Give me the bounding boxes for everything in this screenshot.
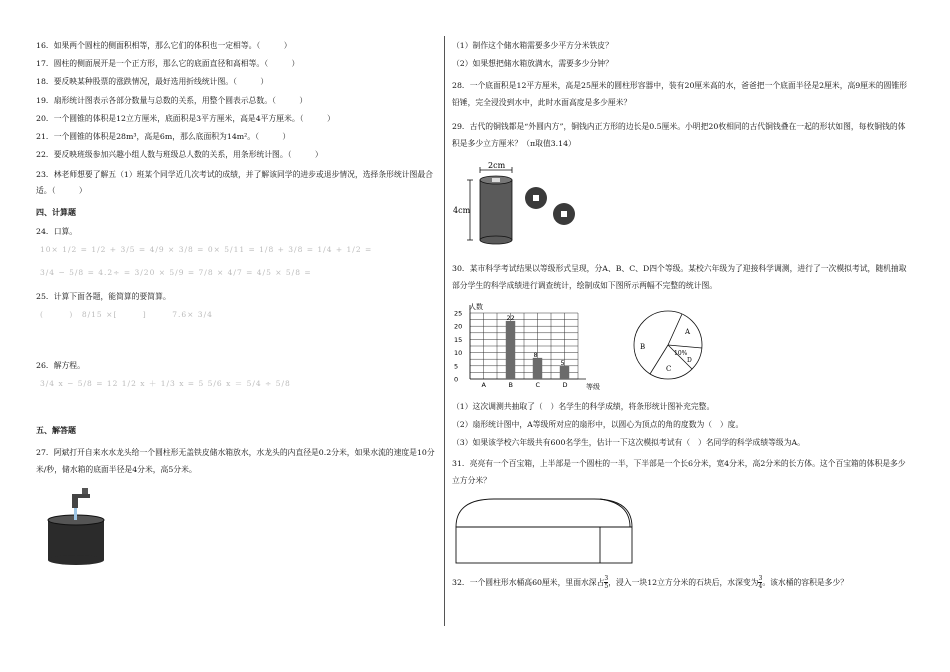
coin-hole-1 bbox=[533, 195, 539, 201]
coin-stack-body bbox=[480, 180, 512, 240]
question-27-part-1: （1）制作这个储水箱需要多少平方分米铁皮？ bbox=[452, 41, 613, 50]
coin-diameter-label: 2cm bbox=[488, 160, 506, 170]
question-16: 16．如果两个圆柱的侧面积相等，那么它们的体积也一定相等。（ ） bbox=[36, 41, 292, 50]
question-31: 31．亮亮有一个百宝箱，上半部是一个圆柱的一半，下半部是一个长6分米，宽4分米，高2分米的长方体。这个百宝箱的体积是多少立方分米？ bbox=[452, 459, 906, 486]
water-tank-figure bbox=[44, 486, 124, 566]
x-tick-label-d: D bbox=[562, 380, 568, 389]
box-lid-side bbox=[600, 499, 630, 527]
fraction-3-5-den: 5 bbox=[604, 583, 609, 590]
pie-label-b: B bbox=[640, 342, 646, 351]
y-tick-label: 5 bbox=[454, 362, 459, 371]
y-tick-label: 25 bbox=[454, 309, 463, 318]
fraction-3-4-num: 3 bbox=[758, 575, 763, 582]
question-32-text-a: 32．一个圆柱形水桶高60厘米，里面水深占 bbox=[452, 577, 605, 587]
q30-charts bbox=[452, 301, 912, 393]
pie-chart bbox=[630, 307, 706, 383]
coin-stack-figure bbox=[452, 160, 592, 250]
fraction-3-5-num: 3 bbox=[604, 575, 609, 582]
x-tick-label-a: A bbox=[481, 380, 486, 389]
question-30-part-2: （2）扇形统计图中，A等级所对应的扇形中，以圆心为顶点的角的度数为（ ）度。 bbox=[452, 419, 744, 429]
question-28: 28．一个底面积是12平方厘米，高是25厘米的圆柱形容器中，装有20厘米高的水，爸爸把一个底面半径是2厘米，高9厘米的圆锥形铅锤，完全浸没到水中，此时水面高度是多少厘米？ bbox=[452, 81, 908, 108]
question-18: 18．要反映某种股票的涨跌情况，最好选用折线统计图。（ ） bbox=[36, 77, 269, 87]
question-17: 17．圆柱的侧面展开是一个正方形，那么它的底面直径和高相等。（ ） bbox=[36, 59, 300, 69]
data-label-d: 5 bbox=[560, 358, 565, 367]
y-tick-label: 15 bbox=[454, 335, 463, 344]
right-column bbox=[452, 40, 912, 591]
question-30: 30．某市科学考试结果以等级形式呈现，分A、B、C、D四个等级。某校六年级为了迎接科学调测，进行了一次模拟考试，随机抽取部分学生的科学成绩进行调查统计，绘制成如下图所示两幅不完整的统计图。 bbox=[452, 263, 907, 290]
y-tick-label: 0 bbox=[454, 375, 459, 384]
bar-chart-x-label: 等级 bbox=[586, 382, 600, 391]
tank-bottom bbox=[48, 555, 104, 565]
bar-chart-x-ticks bbox=[482, 381, 568, 389]
pie-label-c: C bbox=[666, 364, 672, 373]
data-label-b: 22 bbox=[506, 313, 515, 322]
question-32 bbox=[452, 575, 912, 591]
question-30-part-1: （1）这次调测共抽取了（ ）名学生的科学成绩，将条形统计图补充完整。 bbox=[452, 401, 715, 411]
faucet-icon bbox=[72, 494, 90, 508]
x-tick-label-b: B bbox=[508, 380, 513, 389]
question-25: 25．计算下面各题，能简算的要简算。 bbox=[36, 291, 171, 301]
stack-height-label: 4cm bbox=[453, 205, 471, 215]
question-29: 29．古代的铜钱都是“外圆内方”，铜钱内正方形的边长是0.5厘米。小明把20枚相同的古代铜钱叠在一起的形状如图，每枚铜钱的体积是多少立方厘米？（π取值3.14） bbox=[452, 122, 906, 149]
equation-row: 3/4 x − 5/8 = 12 1/2 x ＋ 1/3 x = 5 5/6 x ＝ 5/4 ÷ 5/8 bbox=[40, 378, 291, 388]
coin-hole-2 bbox=[561, 211, 567, 217]
coin-square-hole bbox=[492, 178, 500, 182]
bar-chart-y-ticks bbox=[454, 309, 462, 383]
bar-b bbox=[506, 321, 515, 379]
treasure-box-figure bbox=[454, 497, 634, 567]
y-tick-label: 20 bbox=[454, 322, 463, 331]
box-base bbox=[456, 527, 632, 563]
fraction-3-4-den: 4 bbox=[758, 583, 763, 590]
oral-calc-row-1: 10× 1/2 = 1/2 + 3/5 = 4/9 × 3/8 = 0× 5/11 = 1/8 + 3/8 = 1/4 + 1/2 = bbox=[40, 244, 373, 254]
column-divider bbox=[444, 36, 445, 626]
oral-calc-row-2: 3/4 − 5/8 = 4.2÷ = 3/20 × 5/9 = 7/8 × 4/7 = 4/5 × 5/8 = bbox=[40, 267, 312, 277]
water-stream bbox=[74, 508, 77, 520]
pie-label-d: D bbox=[687, 356, 692, 364]
bar-c bbox=[533, 358, 542, 379]
faucet-handle-icon bbox=[82, 488, 88, 494]
question-26: 26．解方程。 bbox=[36, 360, 85, 370]
x-tick-label-c: C bbox=[535, 380, 541, 389]
pie-label-d-percent: 10% bbox=[674, 349, 688, 357]
bar-chart bbox=[452, 301, 612, 393]
question-27-part-2: （2）如果想把储水箱放满水，需要多少分钟？ bbox=[452, 59, 613, 69]
pie-label-a: A bbox=[685, 327, 691, 336]
left-column bbox=[36, 40, 436, 566]
box-lid-curve bbox=[456, 499, 632, 527]
question-22: 22．要反映班级参加兴趣小组人数与班级总人数的关系，用条形统计图。（ ） bbox=[36, 150, 323, 160]
question-20: 20．一个圆锥的体积是12立方厘米，底面积是3平方厘米，高是4平方厘米。（ ） bbox=[36, 113, 335, 123]
bar-d bbox=[560, 366, 569, 379]
y-tick-label: 10 bbox=[454, 348, 463, 357]
question-19: 19．扇形统计图表示各部分数量与总数的关系，用整个圆表示总数。（ ） bbox=[36, 95, 308, 105]
question-27: 27．阿斌打开自来水水龙头给一个圆柱形无盖铁皮储水箱放水，水龙头的内直径是0.2分米，如果水流的速度是10分米/秒，储水箱的底面半径是4分米，高5分米。 bbox=[36, 447, 435, 474]
question-32-text-b: ，浸入一块12立方分米的石块后，水深变为 bbox=[608, 577, 759, 587]
data-label-c: 8 bbox=[533, 350, 538, 359]
coin-stack-bottom bbox=[480, 236, 512, 244]
question-30-part-3: （3）如果该学校六年级共有600名学生，估计一下这次模拟考试有（ ）名同学的科学成绩等级为A。 bbox=[452, 438, 805, 448]
bar-chart-y-label: 人数 bbox=[469, 302, 483, 311]
calc-row: ( ) 8/15 ×[ ] 7.6× 3/4 bbox=[40, 309, 213, 319]
question-21: 21．一个圆锥的体积是28m³，高是6m，那么底面积为14m²。（ ） bbox=[36, 131, 291, 141]
question-24: 24．口算。 bbox=[36, 227, 78, 237]
section-5-title: 五、解答题 bbox=[36, 425, 76, 435]
section-4-title: 四、计算题 bbox=[36, 208, 76, 218]
question-23: 23．林老师想要了解五（1）班某个同学近几次考试的成绩，并了解该同学的进步或退步情况，选择条形统计图最合适。（ ） bbox=[36, 170, 433, 196]
question-32-text-c: 。该水桶的容积是多少？ bbox=[762, 577, 849, 587]
tank-body bbox=[48, 520, 104, 560]
